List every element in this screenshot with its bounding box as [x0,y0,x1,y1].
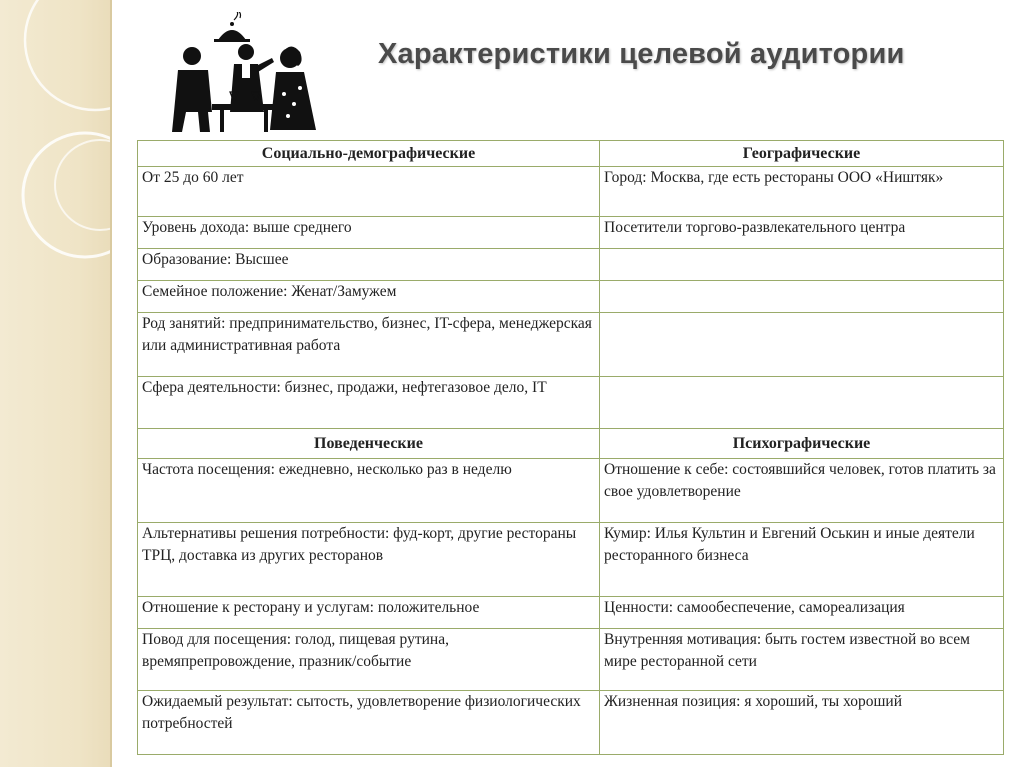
table-cell: Отношение к ресторану и услугам: положительное [138,597,600,629]
table-row [138,377,1004,429]
table-row [138,629,1004,691]
table-cell: Посетители торгово-развлекательного центра [600,217,1004,249]
header-socio-demographic: Социально-демографические [138,141,600,167]
table-cell: Жизненная позиция: я хороший, ты хороший [600,691,1004,755]
table-header-row [138,429,1004,459]
table-cell: Ценности: самообеспечение, самореализация [600,597,1004,629]
table-row [138,167,1004,217]
table-row [138,523,1004,597]
table-cell [600,281,1004,313]
header-psychographic: Психографические [600,429,1004,459]
table-cell [600,249,1004,281]
table-row [138,249,1004,281]
audience-table [137,140,1004,755]
table-cell: Ожидаемый результат: сытость, удовлетворение физиологических потребностей [138,691,600,755]
table-cell: Город: Москва, где есть рестораны ООО «Ништяк» [600,167,1004,217]
table-cell: Отношение к себе: состоявшийся человек, готов платить за свое удовлетворение [600,459,1004,523]
table-row [138,691,1004,755]
table-row [138,459,1004,523]
decorative-side-strip [0,0,112,767]
table-row [138,313,1004,377]
header-geographic: Географические [600,141,1004,167]
restaurant-waiter-silhouette-icon [160,12,328,134]
page-title: Характеристики целевой аудитории [378,38,905,70]
table-cell [600,313,1004,377]
table-cell: Внутренняя мотивация: быть гостем известной во всем мире ресторанной сети [600,629,1004,691]
table-row [138,281,1004,313]
table-cell: Частота посещения: ежедневно, несколько раз в неделю [138,459,600,523]
table-cell: Род занятий: предпринимательство, бизнес, IT-сфера, менеджерская или административная работа [138,313,600,377]
table-cell: Семейное положение: Женат/Замужем [138,281,600,313]
table-row [138,597,1004,629]
table-cell [600,377,1004,429]
table-cell: Кумир: Илья Культин и Евгений Оськин и иные деятели ресторанного бизнеса [600,523,1004,597]
table-cell: Повод для посещения: голод, пищевая рутина, времяпрепровождение, празник/событие [138,629,600,691]
decorative-circles-icon [0,0,112,767]
table-cell: От 25 до 60 лет [138,167,600,217]
table-cell: Альтернативы решения потребности: фуд-корт, другие рестораны ТРЦ, доставка из других ресторанов [138,523,600,597]
table-header-row [138,141,1004,167]
header-behavioral: Поведенческие [138,429,600,459]
table-cell: Уровень дохода: выше среднего [138,217,600,249]
table-row [138,217,1004,249]
table-cell: Образование: Высшее [138,249,600,281]
table-cell: Сфера деятельности: бизнес, продажи, нефтегазовое дело, IT [138,377,600,429]
